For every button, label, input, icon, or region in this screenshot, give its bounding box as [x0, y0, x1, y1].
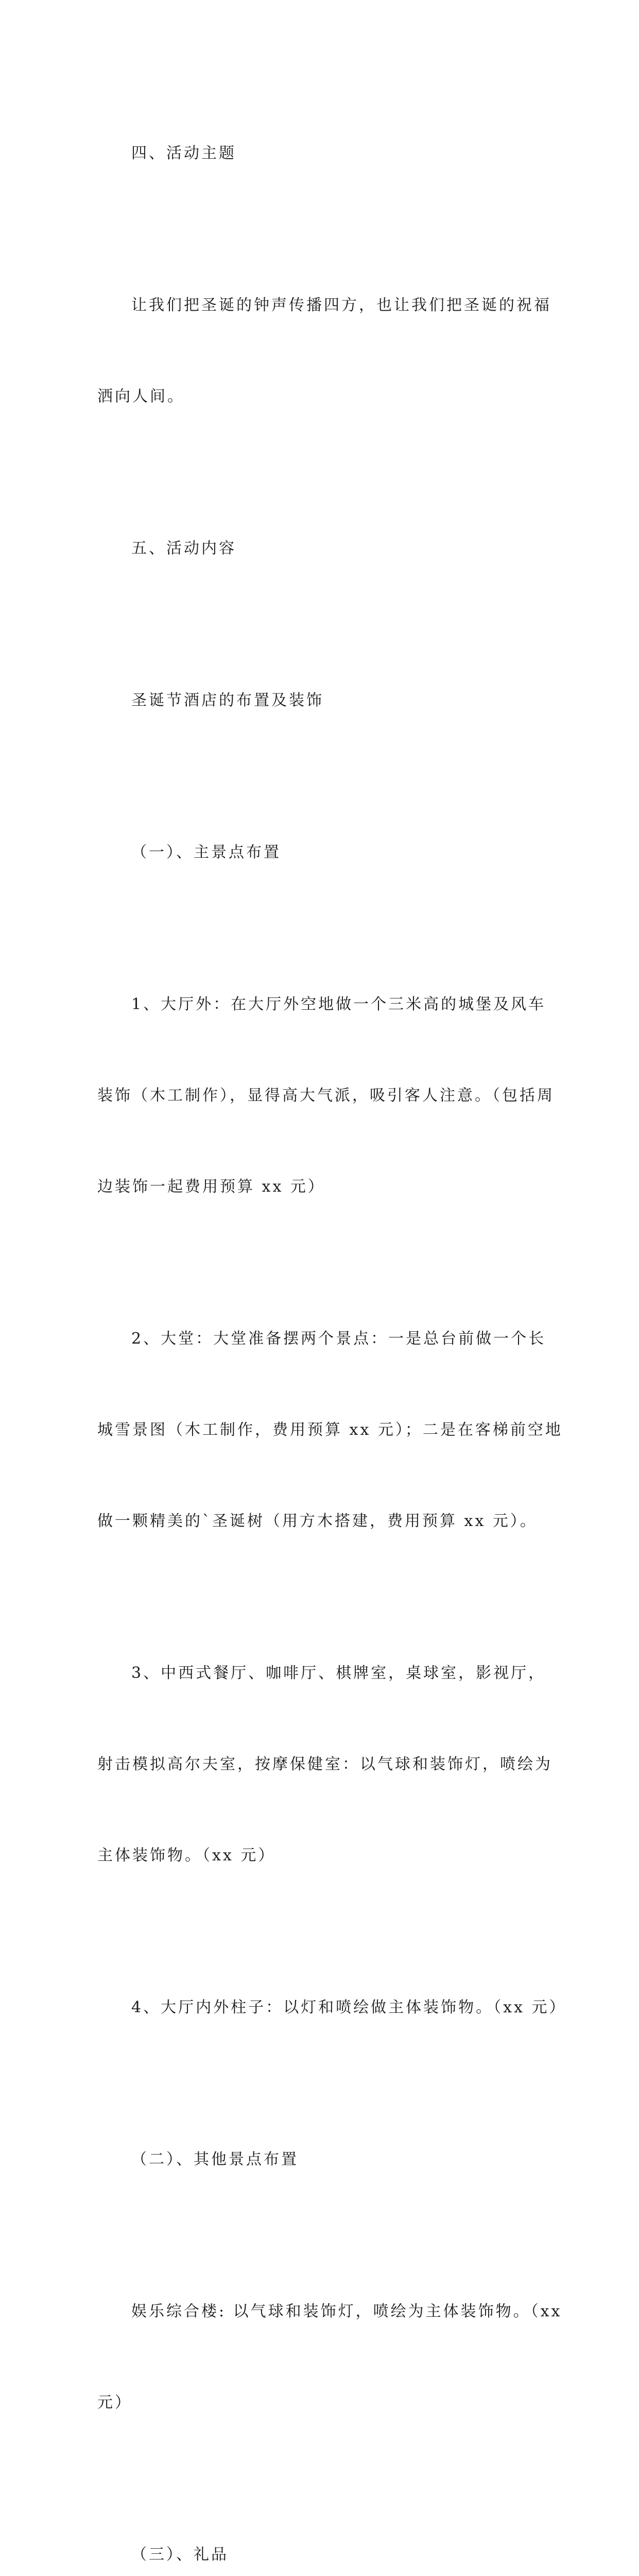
text-line: 1、大厅外：在大厅外空地做一个三米高的城堡及风车 — [131, 995, 546, 1013]
document-body — [97, 77, 567, 2576]
text-line: 射击模拟高尔夫室，按摩保健室：以气球和装饰灯，喷绘为 — [97, 1755, 552, 1773]
text-line: 2、大堂：大堂准备摆两个景点：一是总台前做一个长 — [131, 1330, 546, 1348]
heading-activity-content — [97, 472, 550, 624]
text-line: 4、大厅内外柱子：以灯和喷绘做主体装饰物。（xx 元） — [131, 1998, 567, 2016]
text-line: 圣诞节酒店的布置及装饰 — [131, 691, 324, 709]
text-line: （三）、礼品 — [131, 2546, 229, 2564]
item-1-hall-outside — [97, 928, 555, 1263]
text-line: （二）、其他景点布置 — [131, 2150, 299, 2168]
text-line: 3、中西式餐厅、咖啡厅、棋牌室，桌球室，影视厅， — [131, 1664, 546, 1682]
item-3-restaurants — [97, 1597, 550, 1931]
text-line: 五、活动内容 — [131, 539, 236, 557]
paragraph-entertainment-building — [97, 2235, 562, 2479]
text-line: 四、活动主题 — [131, 144, 236, 162]
heading-activity-theme — [97, 77, 550, 229]
text-line: （一）、主景点布置 — [131, 843, 281, 861]
text-line: 娱乐综合楼: 以气球和装饰灯，喷绘为主体装饰物。（xx — [131, 2302, 562, 2320]
text-line: 让我们把圣诞的钟声传播四方，也让我们把圣诞的祝福 — [131, 296, 551, 314]
section-other-scenery — [97, 2083, 550, 2235]
text-line: 主体装饰物。（xx 元） — [97, 1846, 276, 1865]
item-4-pillars — [97, 1931, 567, 2083]
item-2-lobby — [97, 1263, 563, 1597]
text-line: 做一颗精美的`圣诞树（用方木搭建，费用预算 xx 元）。 — [97, 1512, 538, 1530]
text-line: 洒向人间。 — [97, 387, 185, 405]
section-gifts — [97, 2479, 550, 2576]
text-line: 装饰（木工制作），显得高大气派，吸引客人注意。（包括周 — [97, 1087, 555, 1105]
text-line: 元） — [97, 2394, 132, 2412]
section-main-scenery — [97, 776, 550, 928]
subheading-decoration — [97, 624, 550, 776]
text-line: 城雪景图（木工制作，费用预算 xx 元）；二是在客梯前空地 — [97, 1421, 563, 1439]
text-line: 边装饰一起费用预算 xx 元） — [97, 1178, 325, 1196]
paragraph-theme-text — [97, 229, 550, 472]
